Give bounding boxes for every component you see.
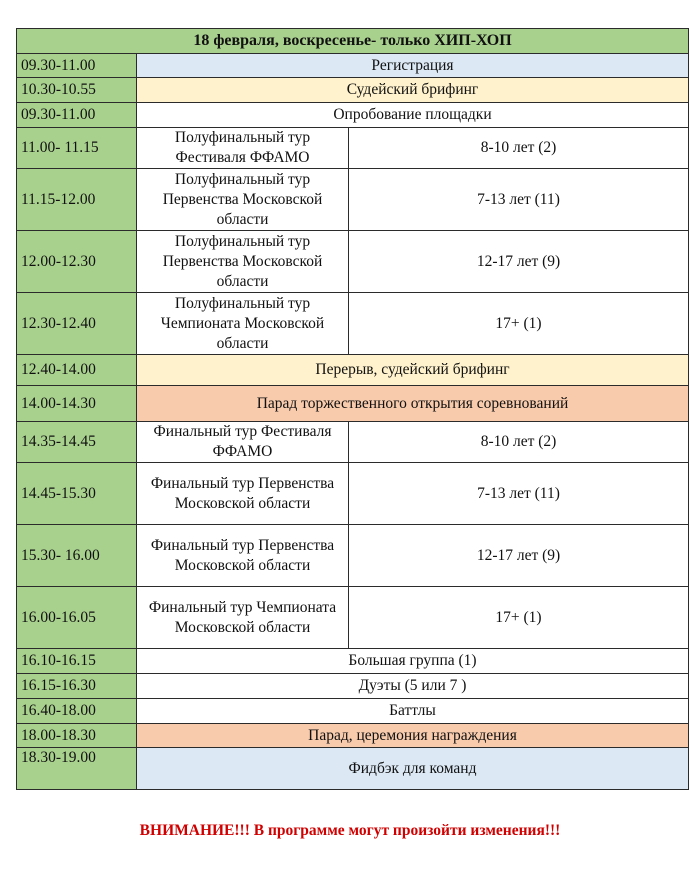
stage-cell: Финальный тур Первенства Московской области: [137, 463, 349, 525]
time-cell: 12.00-12.30: [17, 231, 137, 293]
schedule-title: 18 февраля, воскресенье- только ХИП-ХОП: [17, 29, 689, 54]
age-group-cell: 17+ (1): [349, 587, 689, 649]
event-cell: Регистрация: [137, 54, 689, 78]
event-cell: Большая группа (1): [137, 649, 689, 674]
age-group-cell: 17+ (1): [349, 293, 689, 355]
stage-cell: Финальный тур Чемпионата Московской области: [137, 587, 349, 649]
time-cell: 18.30-19.00: [17, 748, 137, 790]
table-row: [17, 699, 689, 724]
warning-note: ВНИМАНИЕ!!! В программе могут произойти изменения!!!: [139, 822, 561, 839]
event-cell: Перерыв, судейский брифинг: [137, 355, 689, 386]
time-cell: 14.35-14.45: [17, 422, 137, 463]
time-cell: 10.30-10.55: [17, 78, 137, 103]
time-cell: 18.00-18.30: [17, 724, 137, 748]
time-cell: 11.00- 11.15: [17, 128, 137, 169]
time-cell: 16.10-16.15: [17, 649, 137, 674]
stage-cell: Полуфинальный тур Чемпионата Московской области: [137, 293, 349, 355]
time-cell: 16.15-16.30: [17, 674, 137, 699]
time-cell: 14.45-15.30: [17, 463, 137, 525]
time-cell: 09.30-11.00: [17, 54, 137, 78]
table-row: [17, 463, 689, 525]
stage-cell: Полуфинальный тур Первенства Московской области: [137, 231, 349, 293]
table-row: [17, 649, 689, 674]
table-row: [17, 748, 689, 790]
time-cell: 12.40-14.00: [17, 355, 137, 386]
table-row: [17, 169, 689, 231]
event-cell: Дуэты (5 или 7 ): [137, 674, 689, 699]
schedule-table: [16, 28, 689, 790]
stage-cell: Финальный тур Первенства Московской области: [137, 525, 349, 587]
time-cell: 14.00-14.30: [17, 386, 137, 422]
age-group-cell: 7-13 лет (11): [349, 463, 689, 525]
event-cell: Опробование площадки: [137, 103, 689, 128]
table-row: [17, 724, 689, 748]
event-cell: Судейский брифинг: [137, 78, 689, 103]
table-row: [17, 293, 689, 355]
stage-cell: Полуфинальный тур Первенства Московской области: [137, 169, 349, 231]
table-row: [17, 422, 689, 463]
time-cell: 16.40-18.00: [17, 699, 137, 724]
time-cell: 12.30-12.40: [17, 293, 137, 355]
table-row: [17, 587, 689, 649]
age-group-cell: 7-13 лет (11): [349, 169, 689, 231]
event-cell: Фидбэк для команд: [137, 748, 689, 790]
table-row: [17, 525, 689, 587]
table-row: [17, 78, 689, 103]
time-cell: 11.15-12.00: [17, 169, 137, 231]
age-group-cell: 12-17 лет (9): [349, 525, 689, 587]
table-row: [17, 231, 689, 293]
table-row: [17, 674, 689, 699]
age-group-cell: 8-10 лет (2): [349, 422, 689, 463]
stage-cell: Полуфинальный тур Фестиваля ФФАМО: [137, 128, 349, 169]
time-cell: 16.00-16.05: [17, 587, 137, 649]
age-group-cell: 12-17 лет (9): [349, 231, 689, 293]
age-group-cell: 8-10 лет (2): [349, 128, 689, 169]
event-cell: Парад торжественного открытия соревнований: [137, 386, 689, 422]
time-cell: 09.30-11.00: [17, 103, 137, 128]
table-row: [17, 386, 689, 422]
table-row: [17, 54, 689, 78]
stage-cell: Финальный тур Фестиваля ФФАМО: [137, 422, 349, 463]
event-cell: Парад, церемония награждения: [137, 724, 689, 748]
table-row: [17, 355, 689, 386]
time-cell: 15.30- 16.00: [17, 525, 137, 587]
title-row: [17, 29, 689, 54]
table-row: [17, 128, 689, 169]
event-cell: Баттлы: [137, 699, 689, 724]
table-row: [17, 103, 689, 128]
